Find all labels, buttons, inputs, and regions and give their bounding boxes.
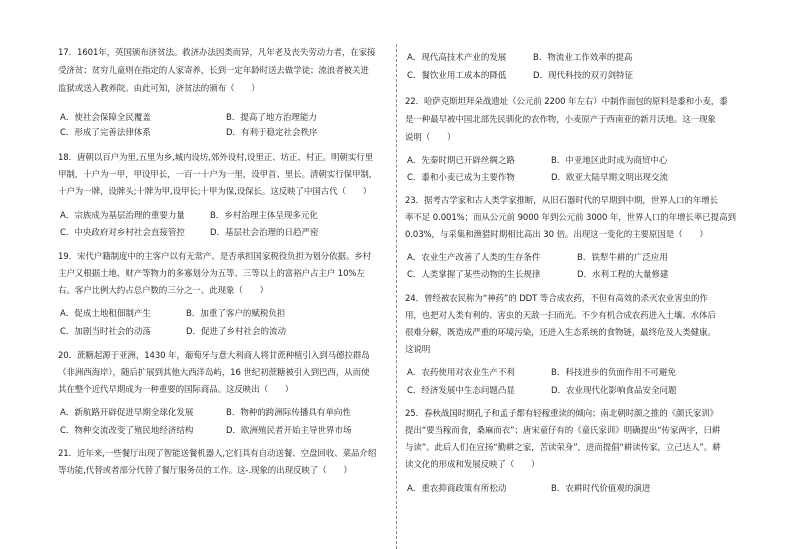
q22-line-2: 是一种最早被中国北部先民驯化的农作物，小麦原产于西南亚的新月沃地。这一现象 xyxy=(405,115,716,125)
q25-line-3: 与读”。此后人们在宣扬“勤耕之家，苦读荣身”，进而提倡“耕读传家，立己达人”。耕 xyxy=(405,443,721,453)
q21-line-2: 等功能,代替或者部分代替了餐厅服务员的工作。这-.现象的出现反映了（ ） xyxy=(58,466,352,476)
q21-option-a[interactable]: A．现代高技术产业的发展 xyxy=(407,53,507,63)
q21-option-b[interactable]: B．物流业工作效率的提高 xyxy=(533,53,633,63)
q23-option-c[interactable]: C．人类掌握了某些动物的生长规律 xyxy=(407,270,541,280)
q24-line-3: 很难分解，既造成严重的环境污染，还进入生态系统的食物链，最终危及人类健康。 xyxy=(405,328,716,338)
q17-option-b[interactable]: B．提高了地方治理能力 xyxy=(226,113,317,123)
q17-line-1: 17．1601年，英国颁布济贫法。救济办法因类而异，凡年老及丧失劳动力者，在家接 xyxy=(58,48,376,58)
q19-line-1: 19．宋代户籍制度中的主客户以有无常产、是否承担国家税役负担为划分依据。乡村 xyxy=(58,252,372,262)
q23-option-b[interactable]: B．铁犁牛耕的广泛应用 xyxy=(577,253,668,263)
q24-line-1: 24．曾经被农民称为“神药”的 DDT 等合成农药，不但有高效的杀灭农业害虫的作 xyxy=(405,294,708,304)
q24-line-2: 用，也把对人类有利的、害虫的天敌一扫而光。不少有机合成农药进入土壤、水体后 xyxy=(405,311,716,321)
q20-line-3: 其在整个近代早期成为一种重要的国际商品。这反映出（ ） xyxy=(58,385,294,395)
q25-line-4: 读文化的形成和发展反映了（ ） xyxy=(405,460,540,470)
column-divider xyxy=(396,44,397,549)
q22-line-3: 说明（ ） xyxy=(405,133,456,143)
q21-line-1: 21．近年来,一些餐厅出现了智能送餐机器人,它们具有自动送餐、空盘回收、菜品介绍 xyxy=(58,449,377,459)
q17-option-c[interactable]: C．形成了完善法律体系 xyxy=(60,128,151,138)
q24-option-b[interactable]: B．科技进步的负面作用不可避免 xyxy=(551,368,676,378)
q20-option-b[interactable]: B．物种的跨洲际传播具有单向性 xyxy=(226,408,351,418)
q18-line-1: 18．唐朝以百户为里,五里为乡,城内设坊,郊外设村,设里正、坊正、村正。明朝实行里 xyxy=(58,153,374,163)
q25-line-2: 提出“要当稼而食，桑麻而衣”；唐宋童仔有的《童氏家训》明确提出“传家两字，曰耕 xyxy=(405,426,721,436)
q19-option-d[interactable]: D．促进了乡村社会的流动 xyxy=(186,327,287,337)
q19-option-b[interactable]: B．加重了客户的赋税负担 xyxy=(186,309,286,319)
q20-option-c[interactable]: C．物种交流改变了殖民地经济结构 xyxy=(60,426,194,436)
q25-line-1: 25．春秋战国时期孔子和孟子都有轻稼重读的倾向；南北朝时颜之推的《颜氏家训》 xyxy=(405,409,719,419)
q18-line-3: 十户为一牌，设牌头;十牌为甲,设甲长;十甲为保,设保长。这反映了中国古代（ ） xyxy=(58,187,372,197)
q23-line-2: 率不足 0.001%；而从公元前 9000 年到公元前 3000 年，世界人口的年增长率已提高到 xyxy=(405,213,736,223)
q23-option-d[interactable]: D．水利工程的大量修建 xyxy=(577,270,669,280)
q25-option-b[interactable]: B．农耕时代价值观的演进 xyxy=(551,484,651,494)
q22-option-a[interactable]: A．先秦时期已开辟丝绸之路 xyxy=(407,156,515,166)
q25-option-a[interactable]: A．重农抑商政策有所松动 xyxy=(407,484,507,494)
q20-option-d[interactable]: D．欧洲殖民者开始主导世界市场 xyxy=(226,426,352,436)
q19-line-3: 右。客户比例大约占总户数的三分之一。此现象（ ） xyxy=(58,286,269,296)
q22-option-d[interactable]: D．欧亚大陆早期文明出现交流 xyxy=(551,173,669,183)
q23-line-1: 23．据考古学家和古人类学家推断，从旧石器时代的早期到中期，世界人口的年增长 xyxy=(405,196,719,206)
q17-line-2: 受济贫；贫穷儿童则在指定的人家寄养，长到一定年龄时送去做学徒；流浪者被关进 xyxy=(58,66,369,76)
q17-option-a[interactable]: A．使社会保障全民覆盖 xyxy=(60,113,151,123)
q24-line-4: 这说明 xyxy=(405,345,431,355)
q20-line-1: 20．蔗糖起源于亚洲，1430 年，葡萄牙与意大利商人将甘蔗种植引入到马德拉群岛 xyxy=(58,351,370,361)
q22-option-c[interactable]: C．黍和小麦已成为主要作物 xyxy=(407,173,515,183)
q23-line-3: 0.03%，与采集和渔猎时期相比高出 30 倍。出现这一变化的主要原因是（ ） xyxy=(405,230,708,240)
q17-option-d[interactable]: D．有利于稳定社会秩序 xyxy=(226,128,318,138)
q18-option-a[interactable]: A．宗族成为基层治理的重要力量 xyxy=(60,211,185,221)
q20-line-2: （非洲西海岸），随后扩展到其他大西洋岛屿，16 世纪初蔗糖被引入到巴西，从而使 xyxy=(58,368,370,378)
q18-option-d[interactable]: D．基层社会治理的日趋严密 xyxy=(210,228,319,238)
q19-line-2: 主户又根据土地、财产等物力的多寡划分为五等、三等以上的富裕户占主户 10%左 xyxy=(58,269,365,279)
q22-option-b[interactable]: B．中亚地区此时成为商贸中心 xyxy=(551,156,668,166)
q24-option-a[interactable]: A．农药使用对农业生产不利 xyxy=(407,368,515,378)
q17-line-3: 监狱或送入教养院。由此可知，济贫法的颁布（ ） xyxy=(58,84,260,94)
q21-option-c[interactable]: C．餐饮业用工成本的降低 xyxy=(407,71,507,81)
q19-option-c[interactable]: C．加剧当时社会的动荡 xyxy=(60,327,151,337)
q21-option-d[interactable]: D．现代科技的双刃剑特征 xyxy=(533,71,634,81)
q18-option-b[interactable]: B．乡村治理主体呈现多元化 xyxy=(210,211,318,221)
q19-option-a[interactable]: A．促成土地租佃制产生 xyxy=(60,309,151,319)
q18-line-2: 甲制，十户为一甲，甲设甲长，一百一十户为一里，设甲首、里长。清朝实行保甲制， xyxy=(58,170,378,180)
q24-option-d[interactable]: D．农业现代化影响食品安全问题 xyxy=(551,386,677,396)
q18-option-c[interactable]: C．中央政府对乡村社会直接管控 xyxy=(60,228,185,238)
q20-option-a[interactable]: A．新航路开辟促进早期全球化发展 xyxy=(60,408,194,418)
q22-line-1: 22．哈萨克斯坦拜朵战遗址（公元前 2200 年左右）中制作面包的原料是黍和小麦，黍 xyxy=(405,97,728,107)
q24-option-c[interactable]: C．经济发展中生态问题凸显 xyxy=(407,386,515,396)
q23-option-a[interactable]: A．农业生产改善了人类的生存条件 xyxy=(407,253,541,263)
